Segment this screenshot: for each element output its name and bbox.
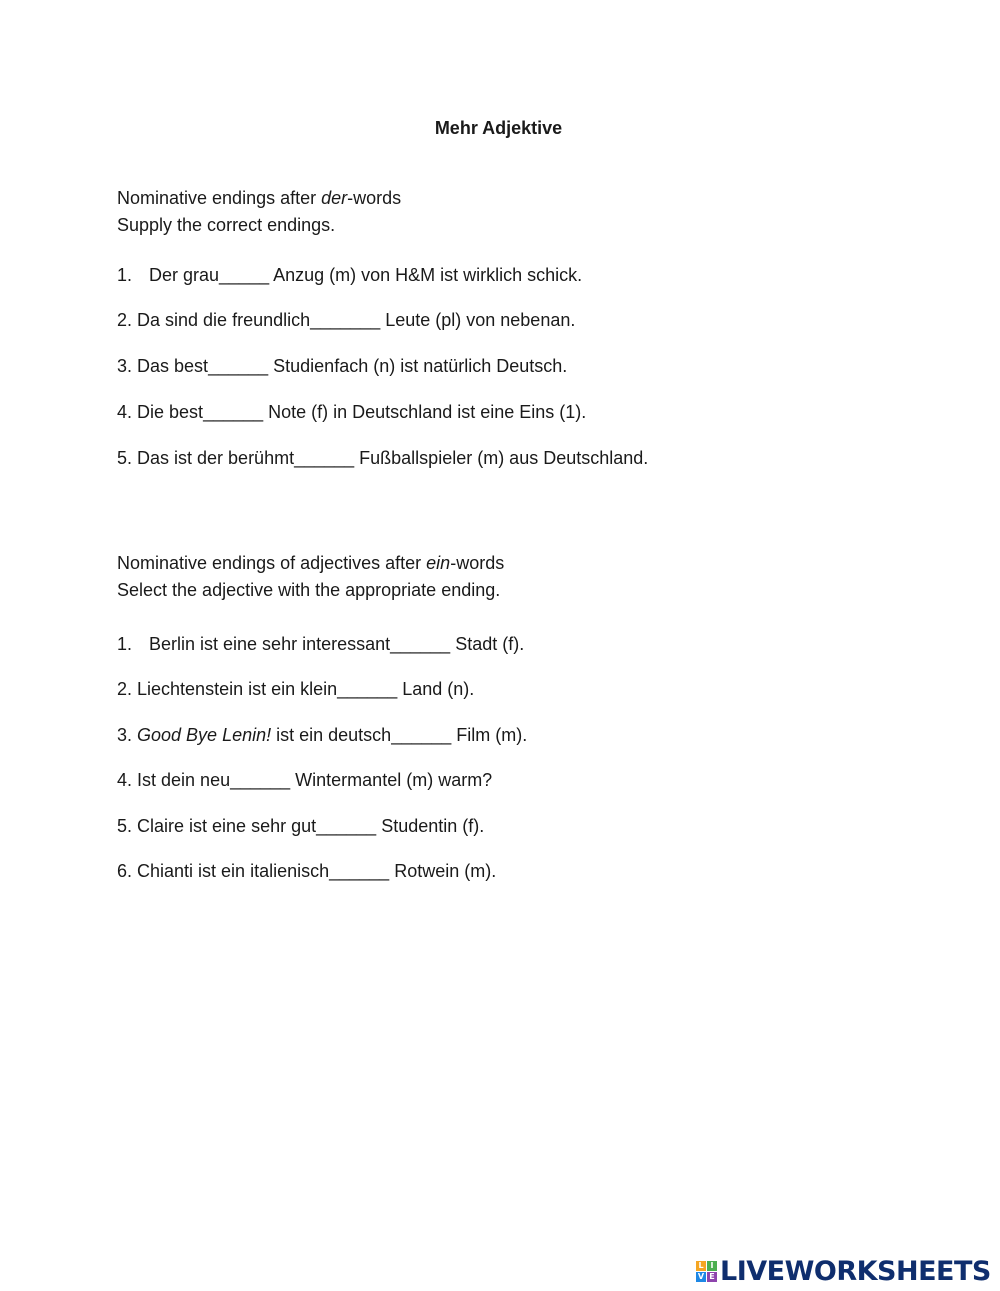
answer-blank[interactable]: ______ [329, 861, 390, 881]
page-title: Mehr Adjektive [434, 118, 563, 138]
section2-item-3 [117, 725, 527, 746]
item-number: 1. [117, 634, 133, 654]
logo-live-blocks [696, 1261, 717, 1282]
item-text-pre: Ist dein neu [132, 770, 231, 790]
item-text-pre: Das ist der berühmt [132, 448, 295, 468]
item-text-pre: Der grau [149, 265, 220, 285]
answer-blank[interactable]: ______ [337, 679, 398, 699]
logo-block-e: E [707, 1272, 717, 1282]
section2-item-1 [117, 634, 524, 655]
item-text-post: Rotwein (m). [389, 861, 497, 881]
item-number: 6. [117, 861, 133, 881]
logo-block-l: L [696, 1261, 706, 1271]
item-text-post: Studentin (f). [376, 816, 485, 836]
section2-title-em: ein [426, 553, 451, 573]
section1-item-5 [117, 448, 648, 469]
answer-blank[interactable]: ______ [390, 634, 451, 654]
answer-blank[interactable]: ______ [208, 356, 269, 376]
answer-blank[interactable]: ______ [391, 725, 452, 745]
section2-instruction: Select the adjective with the appropriate ending. [117, 580, 501, 600]
section2-item-4 [117, 770, 492, 791]
item-text-post: Fußballspieler (m) aus Deutschland. [354, 448, 649, 468]
section2-item-6 [117, 861, 496, 882]
section1-item-3 [117, 356, 567, 377]
item-text-post: Leute (pl) von nebenan. [380, 310, 576, 330]
section2-heading [117, 550, 504, 604]
section2-item-2 [117, 679, 474, 700]
section2-title-post: -words [450, 553, 505, 573]
item-text-post: Studienfach (n) ist natürlich Deutsch. [268, 356, 568, 376]
section2-title-pre: Nominative endings of adjectives after [117, 553, 427, 573]
answer-blank[interactable]: ______ [316, 816, 377, 836]
section2-title [117, 550, 504, 577]
item-number: 2. [117, 310, 133, 330]
item-number: 5. [117, 816, 133, 836]
answer-blank[interactable]: ______ [230, 770, 291, 790]
section1-item-2 [117, 310, 575, 331]
item-text-post: Film (m). [451, 725, 528, 745]
section1-title [117, 185, 401, 212]
item-text-pre: Liechtenstein ist ein klein [132, 679, 338, 699]
item-number: 2. [117, 679, 133, 699]
section1-title-pre: Nominative endings after [117, 188, 322, 208]
answer-blank[interactable]: _____ [219, 265, 270, 285]
item-number: 1. [117, 265, 133, 285]
section1-instruction: Supply the correct endings. [117, 215, 336, 235]
item-number: 3. [117, 356, 133, 376]
item-number: 4. [117, 770, 133, 790]
logo-block-i: I [707, 1261, 717, 1271]
answer-blank[interactable]: ______ [294, 448, 355, 468]
item-text-pre: ist ein deutsch [271, 725, 392, 745]
answer-blank[interactable]: ______ [203, 402, 264, 422]
item-text-post: Stadt (f). [450, 634, 525, 654]
item-text-post: Note (f) in Deutschland ist eine Eins (1). [263, 402, 587, 422]
item-text-pre: Das best [132, 356, 209, 376]
answer-blank[interactable]: _______ [310, 310, 381, 330]
logo-block-v: V [697, 1272, 705, 1281]
section2-item-5 [117, 816, 484, 837]
section1-title-em: der [321, 188, 348, 208]
item-text-pre: Berlin ist eine sehr interessant [149, 634, 391, 654]
item-text-pre: Da sind die freundlich [132, 310, 311, 330]
item-text-post: Wintermantel (m) warm? [290, 770, 493, 790]
item-number: 4. [117, 402, 133, 422]
item-text-pre: Chianti ist ein italienisch [132, 861, 330, 881]
section1-heading [117, 185, 401, 239]
logo-text: LIVEWORKSHEETS [720, 1255, 991, 1287]
film-title: Good Bye Lenin! [132, 725, 272, 745]
item-text-post: Land (n). [397, 679, 475, 699]
item-text-pre: Claire ist eine sehr gut [132, 816, 317, 836]
item-text-post: Anzug (m) von H&M ist wirklich schick. [269, 265, 583, 285]
section1-item-1 [117, 265, 582, 286]
item-number: 5. [117, 448, 133, 468]
section1-title-post: -words [347, 188, 402, 208]
item-number: 3. [117, 725, 133, 745]
section1-item-4 [117, 402, 586, 423]
item-text-pre: Die best [132, 402, 204, 422]
liveworksheets-logo [696, 1255, 991, 1287]
